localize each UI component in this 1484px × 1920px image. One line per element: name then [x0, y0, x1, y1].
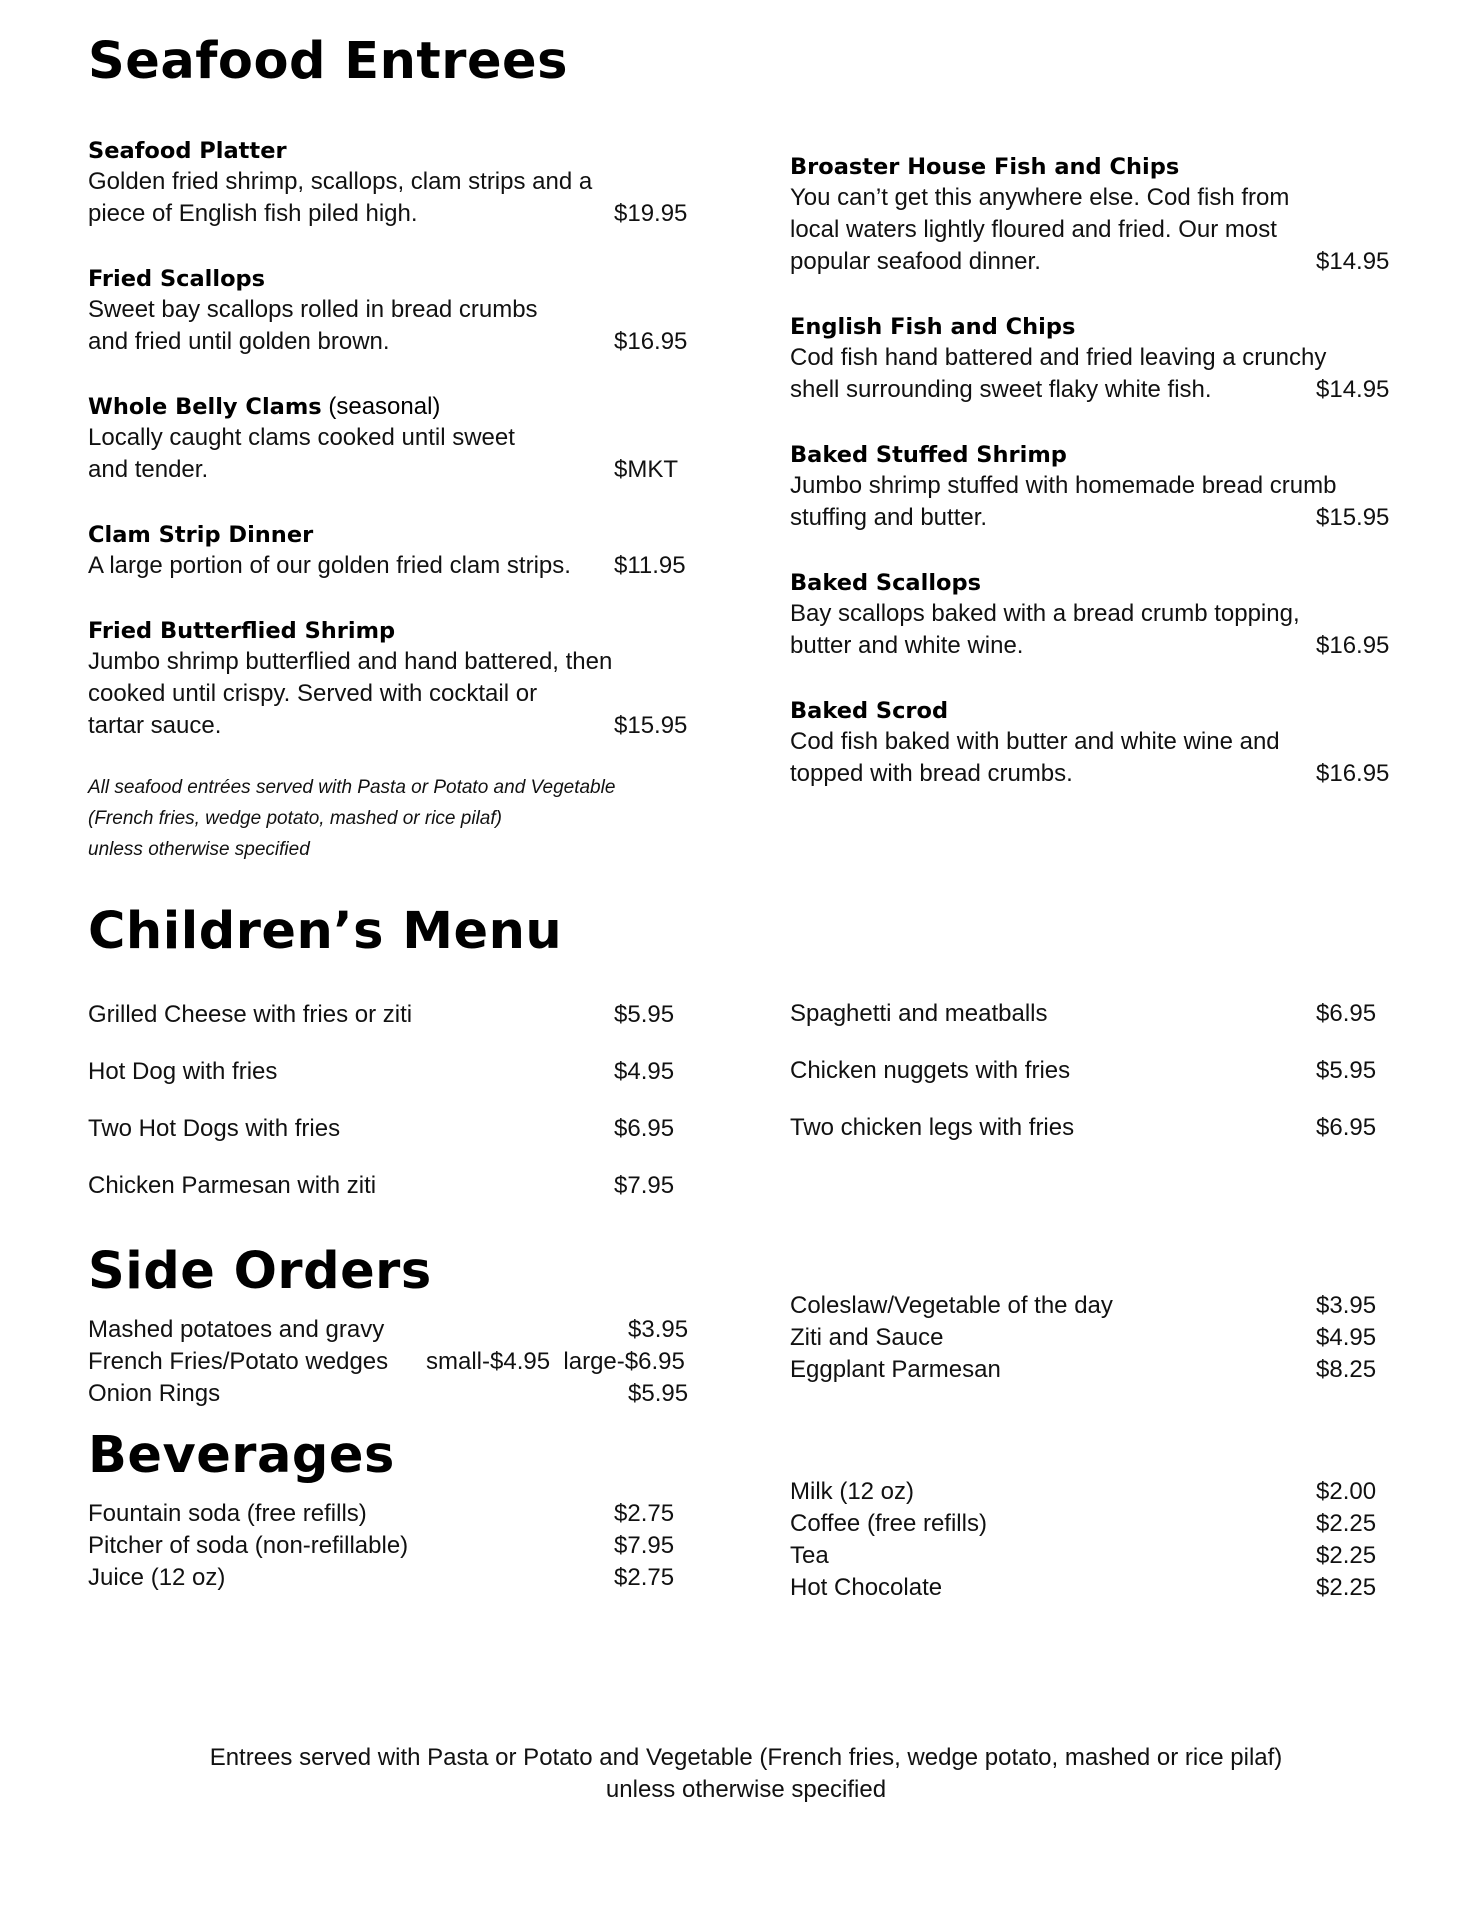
row-price: $2.00 — [1316, 1478, 1377, 1505]
item-price: $14.95 — [1316, 376, 1390, 403]
menu-row — [88, 999, 675, 1031]
row-name: Grilled Cheese with fries or ziti — [88, 1001, 413, 1028]
item-desc: Golden fried shrimp, scallops, clam strips and a — [88, 168, 593, 195]
menu-row — [88, 1170, 675, 1202]
menu-row — [88, 1378, 689, 1410]
item-price: $16.95 — [1316, 760, 1390, 787]
item-desc: tartar sauce. — [88, 712, 222, 739]
row-price: $8.25 — [1316, 1356, 1377, 1383]
row-price: $2.25 — [1316, 1542, 1377, 1569]
row-name: Coleslaw/Vegetable of the day — [790, 1292, 1113, 1319]
row-name: Coffee (free refills) — [790, 1510, 987, 1537]
beverages-title: Beverages — [88, 1426, 395, 1485]
menu-row — [790, 1354, 1377, 1386]
menu-item — [790, 568, 1410, 662]
menu-row — [88, 1314, 689, 1346]
menu-row — [88, 1056, 675, 1088]
row-name: French Fries/Potato wedges — [88, 1348, 389, 1375]
note-line: unless otherwise specified — [88, 839, 310, 860]
menu-row — [790, 1112, 1377, 1144]
row-price: $5.95 — [614, 1001, 675, 1028]
row-name: Onion Rings — [88, 1380, 221, 1407]
item-desc: piece of English fish piled high. — [88, 200, 418, 227]
sides-title: Side Orders — [88, 1242, 432, 1301]
menu-row — [790, 1476, 1377, 1508]
row-name: Hot Dog with fries — [88, 1058, 278, 1085]
item-price: $15.95 — [614, 712, 688, 739]
menu-row — [790, 1322, 1377, 1354]
menu-item — [790, 696, 1410, 790]
row-price: $6.95 — [1316, 1114, 1377, 1141]
menu-item — [88, 136, 688, 230]
row-name: Mashed potatoes and gravy — [88, 1316, 385, 1343]
item-name: Baked Scallops — [790, 570, 981, 596]
row-price: $6.95 — [614, 1115, 675, 1142]
menu-item — [88, 392, 688, 486]
row-name: Chicken nuggets with fries — [790, 1057, 1071, 1084]
note-line: All seafood entrées served with Pasta or Potato and Vegetable — [88, 777, 616, 798]
menu-row — [88, 1498, 675, 1530]
item-price: $15.95 — [1316, 504, 1390, 531]
row-price: $3.95 — [628, 1316, 689, 1343]
row-name: Juice (12 oz) — [88, 1564, 226, 1591]
row-name: Milk (12 oz) — [790, 1478, 915, 1505]
menu-row — [88, 1562, 675, 1594]
item-desc: Cod fish baked with butter and white wine and — [790, 728, 1280, 755]
row-name: Hot Chocolate — [790, 1574, 943, 1601]
item-desc: stuffing and butter. — [790, 504, 988, 531]
row-name: Two chicken legs with fries — [790, 1114, 1075, 1141]
row-name: Spaghetti and meatballs — [790, 1000, 1048, 1027]
item-name: Fried Scallops — [88, 266, 266, 292]
item-price: $11.95 — [614, 552, 686, 579]
item-name: English Fish and Chips — [790, 314, 1076, 340]
row-price: small-$4.95 large-$6.95 — [426, 1348, 685, 1375]
item-desc: butter and white wine. — [790, 632, 1024, 659]
menu-row — [88, 1530, 675, 1562]
row-price: $2.25 — [1316, 1574, 1377, 1601]
item-desc: popular seafood dinner. — [790, 248, 1041, 275]
row-price: $4.95 — [614, 1058, 675, 1085]
menu-item — [790, 440, 1410, 534]
item-desc: Cod fish hand battered and fried leaving a crunchy — [790, 344, 1327, 371]
item-desc: Locally caught clams cooked until sweet — [88, 424, 515, 451]
item-desc: cooked until crispy. Served with cocktail or — [88, 680, 538, 707]
item-desc: Sweet bay scallops rolled in bread crumbs — [88, 296, 538, 323]
menu-row — [790, 1508, 1377, 1540]
menu-row — [88, 1346, 685, 1378]
row-price: $2.75 — [614, 1564, 675, 1591]
row-price: $3.95 — [1316, 1292, 1377, 1319]
item-price: $19.95 — [614, 200, 688, 227]
item-name-suffix: (seasonal) — [321, 393, 441, 420]
item-price: $14.95 — [1316, 248, 1390, 275]
item-price: $MKT — [614, 456, 679, 483]
item-desc: shell surrounding sweet flaky white fish. — [790, 376, 1212, 403]
item-name: Broaster House Fish and Chips — [790, 154, 1180, 180]
item-name: Baked Stuffed Shrimp — [790, 442, 1067, 468]
row-price: $7.95 — [614, 1172, 675, 1199]
menu-row — [790, 1290, 1377, 1322]
item-name: Baked Scrod — [790, 698, 949, 724]
footer-note — [0, 1742, 1484, 1806]
seafood-title: Seafood Entrees — [88, 32, 568, 91]
row-name: Fountain soda (free refills) — [88, 1500, 367, 1527]
row-price: $2.25 — [1316, 1510, 1377, 1537]
row-price: $7.95 — [614, 1532, 675, 1559]
menu-item — [88, 520, 688, 582]
item-name: Fried Butterflied Shrimp — [88, 618, 396, 644]
item-price: $16.95 — [1316, 632, 1390, 659]
row-price: $5.95 — [1316, 1057, 1377, 1084]
menu-row — [790, 1572, 1377, 1604]
menu-item — [88, 264, 688, 358]
item-price: $16.95 — [614, 328, 688, 355]
menu-item — [88, 616, 688, 742]
item-name: Seafood Platter — [88, 138, 287, 164]
item-desc: Jumbo shrimp stuffed with homemade bread crumb — [790, 472, 1337, 499]
children-title: Children’s Menu — [88, 902, 563, 961]
item-name — [88, 392, 688, 422]
item-desc: Jumbo shrimp butterflied and hand battered, then — [88, 648, 613, 675]
row-price: $5.95 — [628, 1380, 689, 1407]
seafood-note — [88, 772, 615, 865]
row-price: $4.95 — [1316, 1324, 1377, 1351]
row-name: Chicken Parmesan with ziti — [88, 1172, 377, 1199]
footer-line: unless otherwise specified — [605, 1776, 887, 1803]
item-desc: and tender. — [88, 456, 209, 483]
row-name: Two Hot Dogs with fries — [88, 1115, 341, 1142]
menu-row — [790, 1055, 1377, 1087]
item-desc: topped with bread crumbs. — [790, 760, 1073, 787]
row-name: Tea — [790, 1542, 829, 1569]
item-name: Clam Strip Dinner — [88, 522, 314, 548]
note-line: (French fries, wedge potato, mashed or rice pilaf) — [88, 808, 502, 829]
row-name: Ziti and Sauce — [790, 1324, 944, 1351]
menu-row — [88, 1113, 675, 1145]
item-desc: A large portion of our golden fried clam strips. — [88, 552, 571, 579]
item-desc: Bay scallops baked with a bread crumb topping, — [790, 600, 1300, 627]
footer-line: Entrees served with Pasta or Potato and Vegetable (French fries, wedge potato, mashed or rice pilaf) — [209, 1744, 1283, 1771]
row-price: $2.75 — [614, 1500, 675, 1527]
item-desc: You can’t get this anywhere else. Cod fish from — [790, 184, 1290, 211]
row-name: Eggplant Parmesan — [790, 1356, 1001, 1383]
menu-row — [790, 1540, 1377, 1572]
item-desc: local waters lightly floured and fried. Our most — [790, 216, 1277, 243]
item-name-text: Whole Belly Clams — [88, 394, 322, 420]
menu-item — [790, 312, 1410, 406]
row-name: Pitcher of soda (non-refillable) — [88, 1532, 409, 1559]
menu-item — [790, 152, 1410, 278]
item-desc: and fried until golden brown. — [88, 328, 390, 355]
row-price: $6.95 — [1316, 1000, 1377, 1027]
menu-row — [790, 998, 1377, 1030]
